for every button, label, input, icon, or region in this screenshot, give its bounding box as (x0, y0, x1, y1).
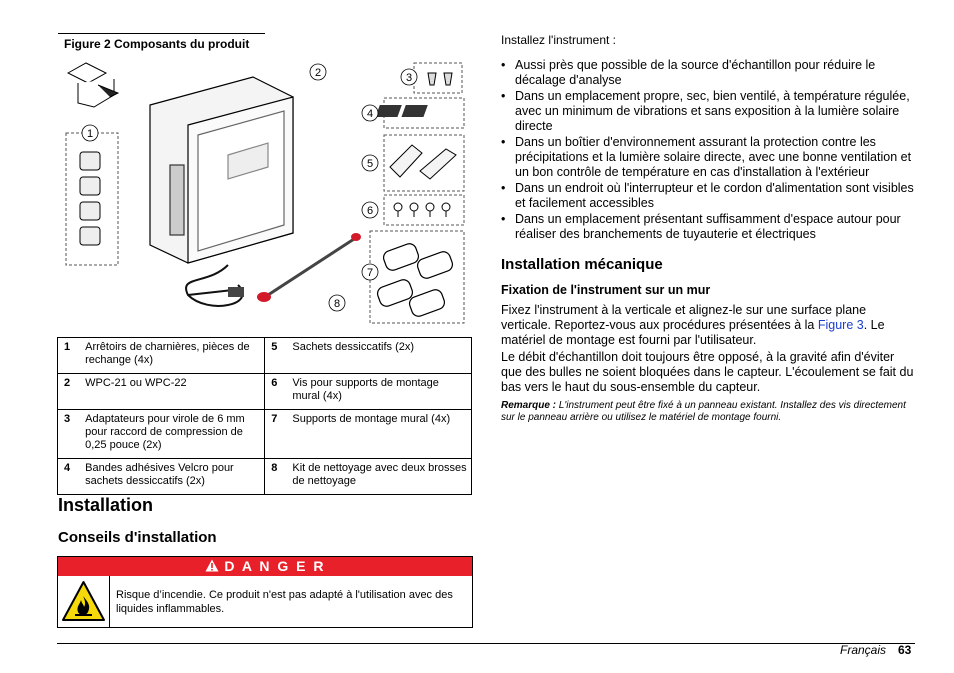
danger-label: D A N G E R (224, 558, 326, 574)
desiccant-bags (390, 145, 456, 179)
part-number: 1 (58, 338, 82, 374)
table-row (58, 459, 472, 495)
danger-icon-cell (58, 576, 110, 627)
part-description: Sachets dessiccatifs (2x) (288, 338, 471, 374)
figure-caption: Figure 2 Composants du produit (64, 37, 250, 51)
part-description: Arrêtoirs de charnières, pièces de rechange (4x) (81, 338, 265, 374)
hinge-stops (80, 152, 100, 245)
danger-triangle-icon (205, 559, 219, 572)
part-description: Adaptateurs pour virole de 6 mm pour raccord de compression de 0,25 pouce (2x) (81, 410, 265, 459)
mounting-screws (394, 203, 450, 217)
danger-notice (57, 556, 473, 628)
callout-7: 7 (366, 267, 374, 279)
part-number: 2 (58, 374, 82, 410)
footer-language: Français (840, 643, 887, 657)
enclosure-drawing (150, 77, 293, 263)
list-item: • Dans un emplacement propre, sec, bien ventilé, à température régulée, avec un minimum de vibrations et sans exposition à la lumière solaire directe (501, 89, 916, 134)
flammable-warning-icon (58, 576, 109, 627)
callout-1: 1 (86, 128, 94, 140)
wall-brackets (376, 242, 455, 318)
installation-heading: Installation (58, 495, 154, 515)
flow-direction-paragraph: Le débit d'échantillon doit toujours être opposé, à la gravité afin d'éviter que des bulles ne soient bloquées dans le capteur. L'écoulement se fait du bas vers le haut du sous-ensemble du capteur. (501, 350, 914, 394)
conseils-heading: Conseils d'installation (58, 529, 217, 546)
part-number: 6 (265, 374, 289, 410)
part-number: 3 (58, 410, 82, 459)
callout-5: 5 (366, 158, 374, 170)
install-intro: Installez l'instrument : (501, 33, 617, 47)
callout-3: 3 (405, 72, 413, 84)
part-description: Vis pour supports de montage mural (4x) (288, 374, 471, 410)
part-description: Kit de nettoyage avec deux brosses de nettoyage (288, 459, 471, 495)
unboxing-icon (68, 63, 118, 107)
table-row (58, 374, 472, 410)
part-description: Supports de montage mural (4x) (288, 410, 471, 459)
paragraph-text: Fixez l'instrument à la verticale et alignez-le sur une surface plane verticale. Reportez-vous aux procédures présentées à la (501, 303, 867, 332)
part-number: 4 (58, 459, 82, 495)
list-item: • Dans un boîtier d'environnement assurant la protection contre les précipitations et la lumière solaire directe, avec une bonne ventilation et un bon contrôle de température en cas d'installation à l'extérieur (501, 135, 916, 180)
footer-rule (57, 643, 915, 644)
figure-3-link[interactable]: Figure 3 (817, 318, 864, 332)
part-number: 8 (265, 459, 289, 495)
callout-8: 8 (333, 298, 341, 310)
danger-banner (58, 557, 472, 576)
part-number: 7 (265, 410, 289, 459)
paragraph-text: . Le matériel de montage est fourni par l'utilisateur. (501, 318, 885, 347)
page-number: 63 (898, 643, 912, 657)
list-item: • Aussi près que possible de la source d'échantillon pour réduire le décalage d'analyse (501, 58, 916, 88)
callout-6: 6 (366, 205, 374, 217)
wall-mount-heading: Fixation de l'instrument sur un mur (501, 283, 711, 297)
list-item: • Dans un endroit où l'interrupteur et le cordon d'alimentation sont visibles et facilement accessibles (501, 181, 916, 211)
wall-mount-paragraph (501, 303, 916, 348)
installation-tips-list (501, 58, 916, 243)
velcro-strips (375, 105, 427, 117)
ferrule-adapters (428, 73, 452, 85)
list-item: • Dans un emplacement présentant suffisamment d'espace autour pour réaliser des branchements de tuyauterie et électriques (501, 212, 916, 242)
part-description: Bandes adhésives Velcro pour sachets dessiccatifs (2x) (81, 459, 265, 495)
table-row (58, 338, 472, 374)
callout-4: 4 (366, 108, 374, 120)
parts-table (57, 337, 472, 495)
note (501, 400, 911, 424)
figure-rule (58, 33, 265, 34)
note-text: L'instrument peut être fixé à un panneau existant. Installez des vis directement sur le panneau arrière ou utilisez le matériel de montage fourni. (501, 400, 906, 423)
product-components-illustration (58, 55, 470, 335)
part-description: WPC-21 ou WPC-22 (81, 374, 265, 410)
part-number: 5 (265, 338, 289, 374)
note-label: Remarque : (501, 400, 557, 411)
callout-2: 2 (314, 67, 322, 79)
mechanical-install-heading: Installation mécanique (501, 256, 663, 273)
danger-message: Risque d’incendie. Ce produit n'est pas adapté à l'utilisation avec des liquides inflammables. (116, 589, 453, 615)
table-row (58, 410, 472, 459)
